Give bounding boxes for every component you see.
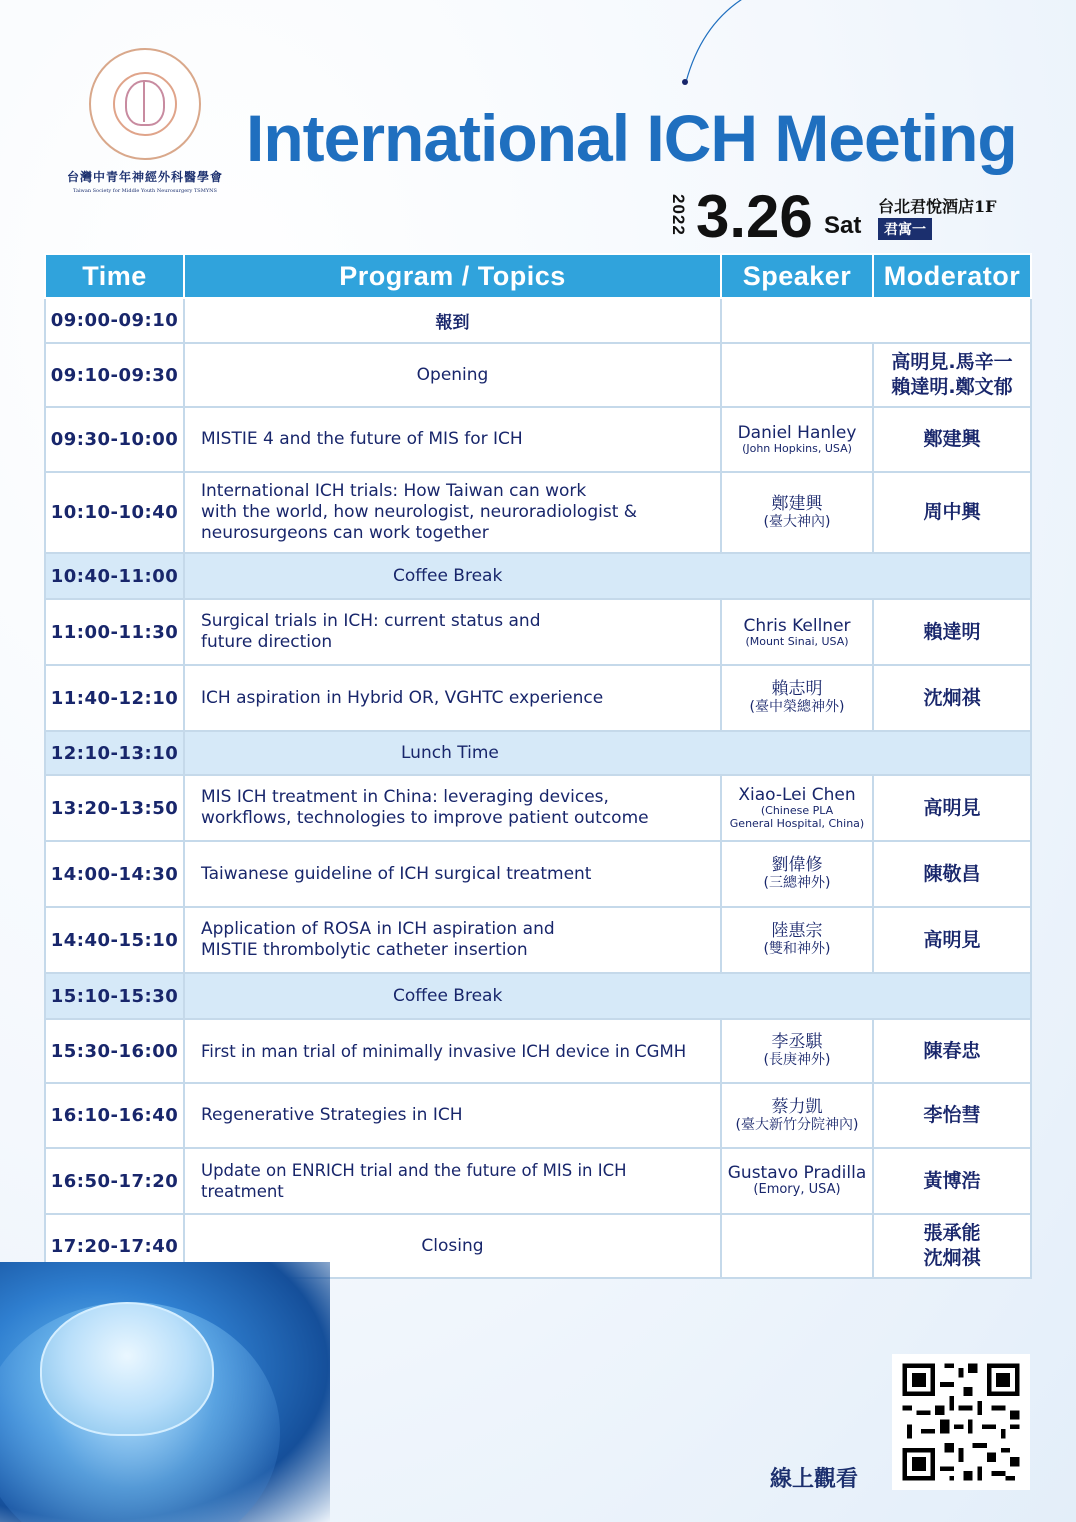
- logo-emblem: [89, 48, 201, 160]
- speaker-name: Daniel Hanley: [737, 423, 857, 443]
- speaker-name: 劉偉修: [771, 855, 823, 875]
- break-label: Coffee Break: [184, 553, 1031, 599]
- session-topic: 報到: [184, 298, 721, 343]
- topic-line: workflows, technologies to improve patient outcome: [201, 808, 649, 828]
- session-time: 15:30-16:00: [45, 1019, 184, 1083]
- session-speaker: [721, 407, 873, 472]
- meeting-weekday: Sat: [824, 212, 862, 239]
- table-row: [45, 407, 1031, 472]
- speaker-name: 陸惠宗: [771, 921, 823, 941]
- session-time: 11:40-12:10: [45, 665, 184, 731]
- session-time: 09:30-10:00: [45, 407, 184, 472]
- session-time: 12:10-13:10: [45, 731, 184, 775]
- speaker-affiliation: (臺大神內): [763, 513, 831, 530]
- speaker-name: 鄭建興: [771, 493, 823, 514]
- session-topic: MISTIE 4 and the future of MIS for ICH: [184, 407, 721, 472]
- session-time: 14:00-14:30: [45, 841, 184, 907]
- session-speaker: [721, 599, 873, 665]
- table-row: [45, 841, 1031, 907]
- session-moderator: 鄭建興: [873, 407, 1031, 472]
- session-time: 17:20-17:40: [45, 1214, 184, 1278]
- session-moderator: 高明見: [873, 907, 1031, 973]
- qr-code-icon[interactable]: [892, 1354, 1030, 1490]
- speaker-name: Chris Kellner: [743, 615, 851, 636]
- watch-online-label: 線上觀看: [770, 1467, 859, 1492]
- speaker-affiliation: (雙和神外): [763, 941, 831, 957]
- speaker-name: 蔡力凱: [771, 1096, 823, 1117]
- empty-cell: [721, 1214, 873, 1278]
- session-time: 09:00-09:10: [45, 298, 184, 343]
- session-moderator: [873, 343, 1031, 407]
- speaker-affiliation: (長庚神外): [763, 1052, 831, 1068]
- meeting-year: 2022: [669, 194, 688, 236]
- moderator-line: 張承能: [923, 1222, 981, 1244]
- speaker-affiliation: (臺中榮總神外): [749, 699, 845, 715]
- society-name-zh: 台灣中青年神經外科醫學會: [66, 170, 223, 184]
- table-row-break: [45, 731, 1031, 775]
- topic-line: Surgical trials in ICH: current status and: [201, 611, 541, 631]
- session-time: 09:10-09:30: [45, 343, 184, 407]
- session-speaker: [721, 1019, 873, 1083]
- empty-cell: [721, 343, 873, 407]
- speaker-affiliation: (臺大新竹分院神內): [735, 1116, 859, 1133]
- session-topic: [184, 775, 721, 841]
- header-moderator: Moderator: [873, 254, 1031, 298]
- session-moderator: 陳敬昌: [873, 841, 1031, 907]
- session-speaker: [721, 472, 873, 553]
- session-time: 15:10-15:30: [45, 973, 184, 1019]
- session-time: 16:50-17:20: [45, 1148, 184, 1214]
- session-moderator: 高明見: [873, 775, 1031, 841]
- moderator-line: 高明見.馬辛一: [891, 351, 1013, 373]
- meeting-title: International ICH Meeting: [246, 101, 1017, 175]
- speaker-affiliation: (Emory, USA): [753, 1182, 841, 1197]
- venue-name: 台北君悅酒店1F: [878, 197, 997, 216]
- table-row: [45, 472, 1031, 553]
- session-topic: ICH aspiration in Hybrid OR, VGHTC experience: [184, 665, 721, 731]
- session-moderator: 沈炯祺: [873, 665, 1031, 731]
- session-speaker: [721, 1148, 873, 1214]
- topic-line: with the world, how neurologist, neuroradiologist &: [201, 502, 638, 522]
- topic-line: neurosurgeons can work together: [201, 523, 489, 543]
- break-label: Coffee Break: [184, 973, 1031, 1019]
- session-speaker: [721, 1083, 873, 1148]
- session-topic: Opening: [184, 343, 721, 407]
- session-moderator: 陳春忠: [873, 1019, 1031, 1083]
- speaker-name: 賴志明: [771, 679, 823, 699]
- table-row: [45, 907, 1031, 973]
- table-row: [45, 298, 1031, 343]
- break-label: Lunch Time: [184, 731, 1031, 775]
- moderator-line: 沈炯祺: [923, 1247, 981, 1269]
- session-topic: Update on ENRICH trial and the future of MIS in ICH treatment: [184, 1148, 721, 1214]
- session-speaker: [721, 665, 873, 731]
- topic-line: International ICH trials: How Taiwan can work: [201, 481, 587, 501]
- speaker-affiliation: (Mount Sinai, USA): [745, 634, 849, 648]
- table-row: [45, 1019, 1031, 1083]
- session-speaker: [721, 907, 873, 973]
- speaker-affiliation: (三總神外): [763, 875, 831, 891]
- society-name-en: Taiwan Society for Middle Youth Neurosurgery TSMYNS: [73, 188, 217, 194]
- session-topic: [184, 907, 721, 973]
- session-topic: [184, 472, 721, 553]
- schedule-table: [44, 253, 1032, 1279]
- session-time: 13:20-13:50: [45, 775, 184, 841]
- session-topic: Taiwanese guideline of ICH surgical treatment: [184, 841, 721, 907]
- table-row: [45, 343, 1031, 407]
- meeting-day: 3.26: [696, 183, 813, 250]
- speaker-name: Xiao-Lei Chen: [738, 785, 856, 805]
- topic-line: future direction: [201, 632, 333, 652]
- session-topic: Closing: [184, 1214, 721, 1278]
- speaker-affiliation: (John Hopkins, USA): [742, 442, 852, 455]
- session-speaker: [721, 841, 873, 907]
- session-topic: Regenerative Strategies in ICH: [184, 1083, 721, 1148]
- table-row-break: [45, 553, 1031, 599]
- session-speaker: [721, 775, 873, 841]
- society-logo: [60, 48, 230, 194]
- session-moderator: 李怡彗: [873, 1083, 1031, 1148]
- brain-illustration: [0, 1262, 330, 1522]
- speaker-affiliation: General Hospital, China): [729, 817, 865, 830]
- speaker-affiliation: (Chinese PLA: [760, 804, 834, 817]
- session-moderator: 賴達明: [873, 599, 1031, 665]
- table-row: [45, 1148, 1031, 1214]
- topic-line: Application of ROSA in ICH aspiration and: [201, 919, 555, 939]
- session-time: 14:40-15:10: [45, 907, 184, 973]
- session-time: 10:10-10:40: [45, 472, 184, 553]
- session-time: 10:40-11:00: [45, 553, 184, 599]
- empty-cell: [721, 298, 1031, 343]
- session-moderator: 黃博浩: [873, 1148, 1031, 1214]
- table-row: [45, 599, 1031, 665]
- topic-line: MIS ICH treatment in China: leveraging devices,: [201, 787, 609, 807]
- table-header: [45, 254, 1031, 298]
- session-time: 16:10-16:40: [45, 1083, 184, 1148]
- speaker-name: Gustavo Pradilla: [727, 1163, 867, 1183]
- session-topic: [184, 599, 721, 665]
- speaker-name: 李丞騏: [771, 1032, 823, 1052]
- table-row-break: [45, 973, 1031, 1019]
- moderator-line: 賴達明.鄭文郁: [891, 376, 1013, 398]
- table-row: [45, 775, 1031, 841]
- topic-line: MISTIE thrombolytic catheter insertion: [201, 940, 528, 960]
- session-time: 11:00-11:30: [45, 599, 184, 665]
- header-speaker: Speaker: [721, 254, 873, 298]
- session-topic: First in man trial of minimally invasive ICH device in CGMH: [184, 1019, 721, 1083]
- session-moderator: [873, 1214, 1031, 1278]
- header-time: Time: [45, 254, 184, 298]
- table-row: [45, 1083, 1031, 1148]
- table-row: [45, 665, 1031, 731]
- header-topic: Program / Topics: [184, 254, 721, 298]
- venue-room: 君寓一: [878, 218, 932, 240]
- session-moderator: 周中興: [873, 472, 1031, 553]
